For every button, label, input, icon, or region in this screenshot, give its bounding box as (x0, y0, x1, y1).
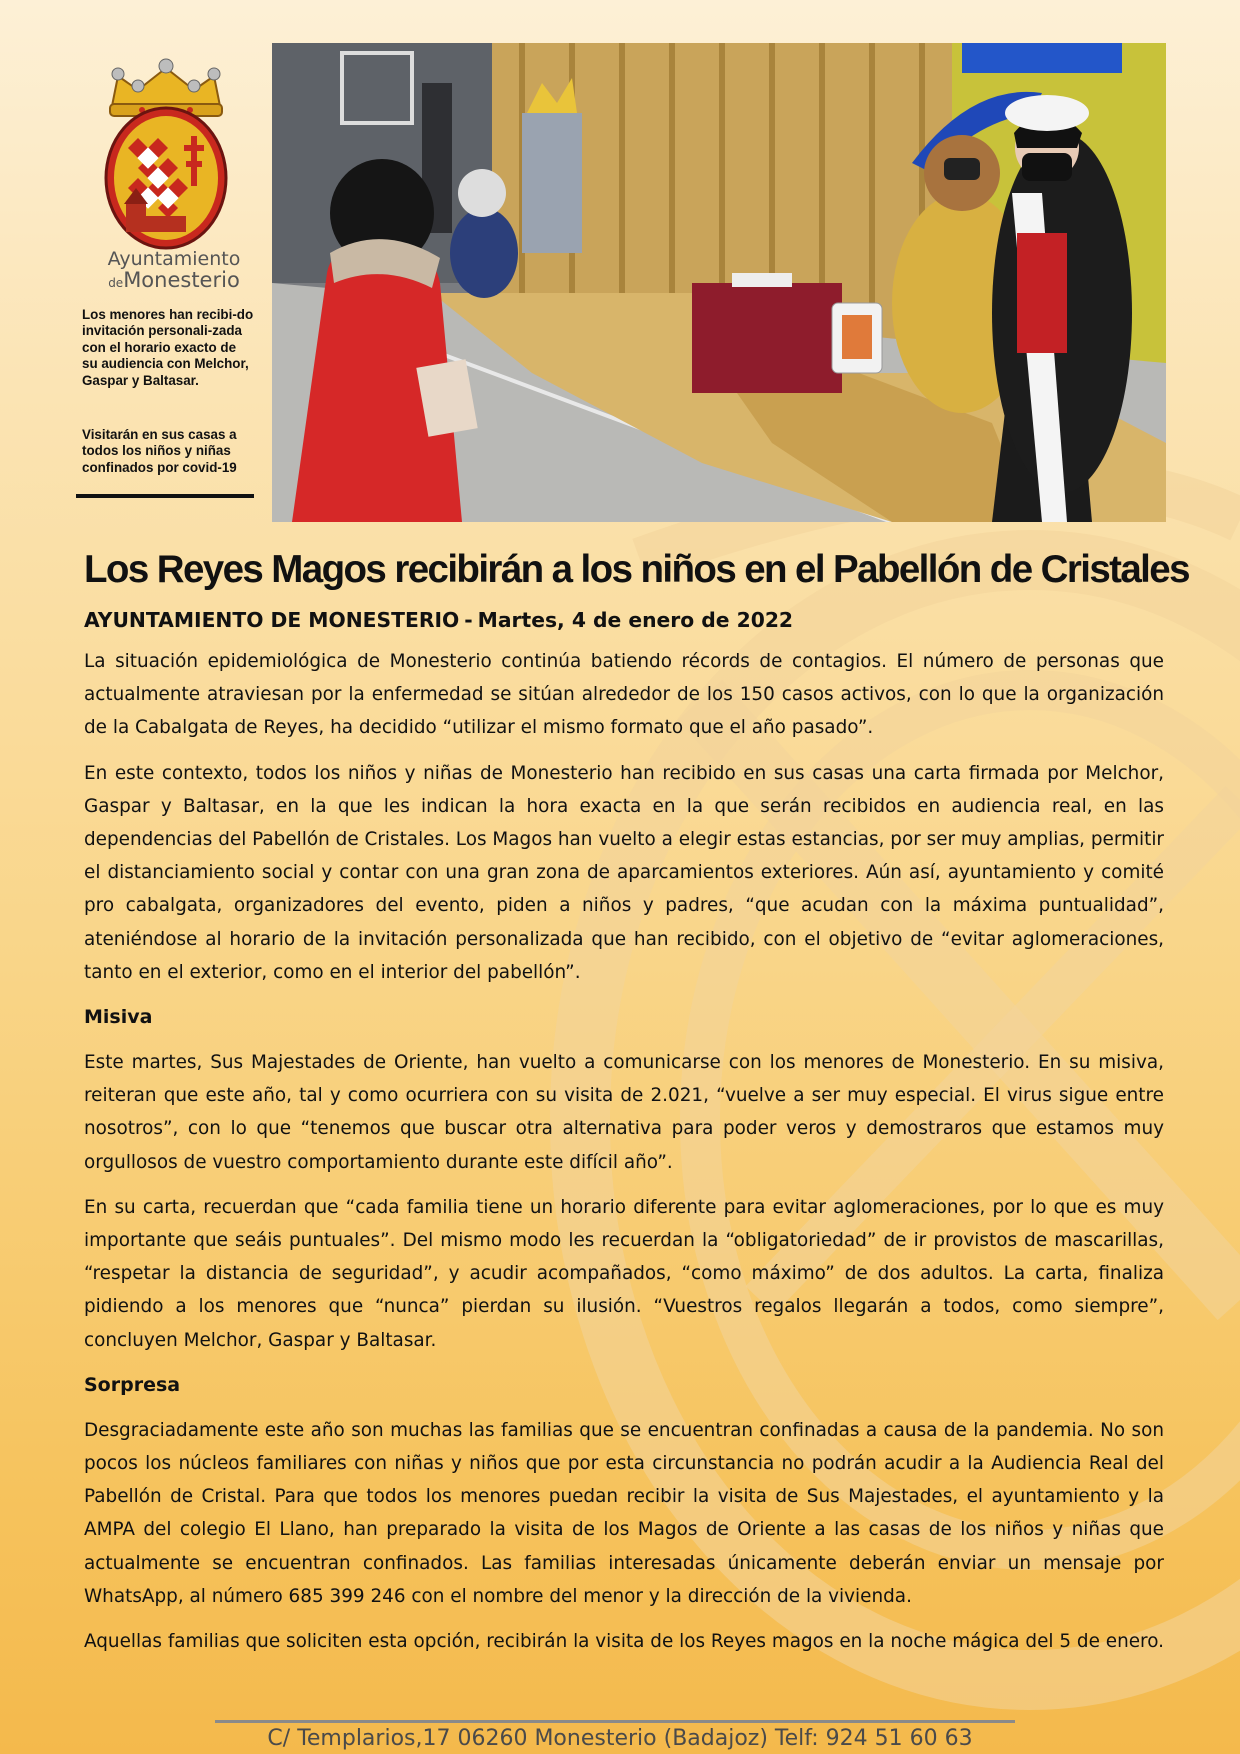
footer-divider (215, 1720, 1015, 1723)
paragraph-2: En este contexto, todos los niños y niñas de Monesterio han recibido en sus casas una carta firmada por Melchor, Gaspar y Baltasar, en la que les indican la hora exacta en la que serán recibidos en audiencia real, en las dependencias del Pabellón de Cristales. Los Magos han vuelto a elegir estas estancias, por ser muy amplias, permitir el distanciamiento social y contar con una gran zona de aparcamientos exteriores. Aún así, ayuntamiento y comité pro cabalgata, organizadores del evento, piden a niños y padres, “que acudan con la máxima puntualidad”, ateniéndose al horario de la invitación personalizada que han recibido, con el objetivo de “evitar aglomeraciones, tanto en el exterior, como en el interior del pabellón”. (84, 762, 1164, 983)
article (84, 540, 1189, 1670)
byline-date: Martes, 4 de enero de 2022 (477, 608, 794, 632)
article-byline (84, 605, 1164, 635)
event-photo (272, 43, 1166, 522)
paragraph-3: Este martes, Sus Majestades de Oriente, han vuelto a comunicarse con los menores de Monesterio. En su misiva, reiteran que este año, tal y como ocurriera con su visita de 2.021, “vuelve a ser muy especial. El virus sigue entre nosotros”, con lo que “tenemos que buscar otra alternativa para poder veros y demostraros que estamos muy orgullosos de vuestro comportamiento durante este difícil año”. (84, 1052, 1164, 1173)
logo-text-de: de (108, 276, 124, 290)
paragraph-1: La situación epidemiológica de Monesterio continúa batiendo récords de contagios. El número de personas que actualmente atraviesan por la enfermedad se sitúan alrededor de los 150 casos activos, con lo que la organización de la Cabalgata de Reyes, ha decidido “utilizar el mismo formato que el año pasado”. (84, 651, 1164, 739)
paragraph-4: En su carta, recuerdan que “cada familia tiene un horario diferente para evitar aglomeraciones, por lo que es muy importante que seáis puntuales”. Del mismo modo les recuerdan la “obligatoriedad” de ir provistos de mascarillas, “respetar la distancia de seguridad”, y acudir acompañados, “como máximo” de dos adultos. La carta, finaliza pidiendo a los menores que “nunca” pierdan su ilusión. “Vuestros regalos llegarán a todos, como siempre”, concluyen Melchor, Gaspar y Baltasar. (84, 1196, 1164, 1351)
byline-source: AYUNTAMIENTO DE MONESTERIO (84, 608, 460, 632)
sidebar-note-invitation: Los menores han recibi-do invitación personali-zada con el horario exacto de su audiencia con Melchor, Gaspar y Baltasar. (82, 307, 254, 388)
article-headline: Los Reyes Magos recibirán a los niños en el Pabellón de Cristales (84, 548, 1189, 591)
photo-illustration (272, 43, 1166, 522)
sidebar-notes (82, 307, 254, 476)
logo-text-ayuntamiento: Ayuntamiento (107, 248, 241, 270)
sidebar-note-visits: Visitarán en sus casas a todos los niños y niñas confinados por covid-19 (82, 427, 237, 475)
logo-text-monesterio (104, 270, 244, 293)
paragraph-6: Aquellas familias que soliciten esta opción, recibirán la visita de los Reyes magos en la noche mágica del 5 de enero. (84, 1631, 1164, 1653)
sidebar-divider (76, 494, 254, 498)
byline-separator: - (464, 608, 473, 632)
subheading-misiva: Misiva (84, 1006, 153, 1029)
subheading-sorpresa: Sorpresa (84, 1373, 181, 1396)
footer-address: C/ Templarios,17 06260 Monesterio (Badajoz) Telf: 924 51 60 63 (267, 1726, 973, 1751)
logo-text-town: Monesterio (123, 268, 240, 292)
municipal-crest-icon (98, 56, 234, 250)
sidebar (76, 56, 256, 498)
paragraph-5: Desgraciadamente este año son muchas las familias que se encuentran confinadas a causa de la pandemia. No son pocos los núcleos familiares con niñas y niños que por esta circunstancia no podrán acudir a la Audiencia Real del Pabellón de Cristal. Para que todos los menores puedan recibir la visita de Sus Majestades, el ayuntamiento y la AMPA del colegio El Llano, han preparado la visita de los Magos de Oriente a las casas de los niños y niñas que actualmente se encuentran confinados. Las familias interesadas únicamente deberán enviar un mensaje por WhatsApp, al número 685 399 246 con el nombre del menor y la dirección de la vivienda. (84, 1419, 1164, 1607)
